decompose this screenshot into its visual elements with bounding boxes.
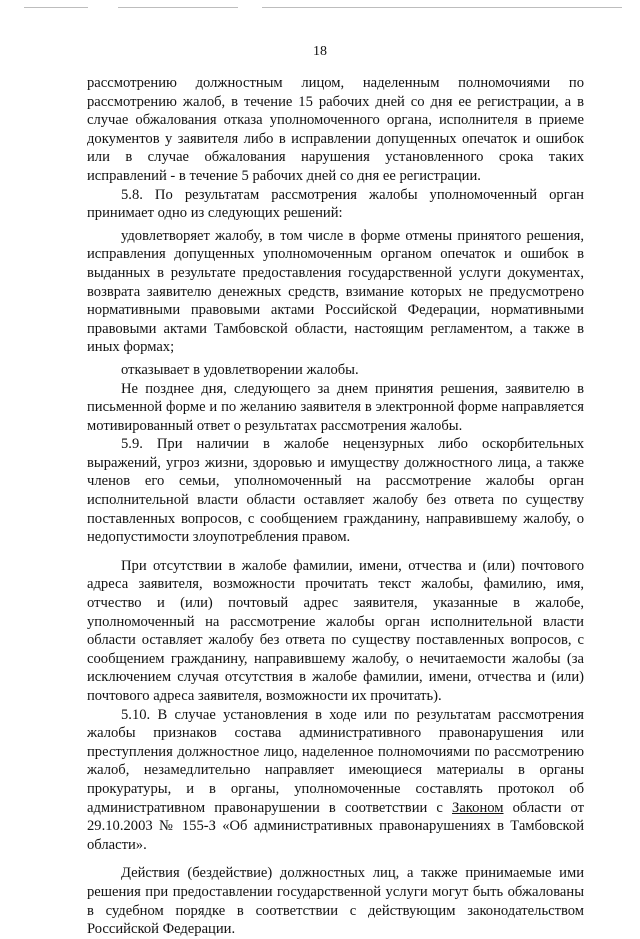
paragraph-5-9: 5.9. При наличии в жалобе нецензурных либо оскорбительных выражений, угроз жизни, здоровью и имуществу должностного лица, а также членов его семьи, уполномоченный на рассмотрение жалобы орган исполнительной власти области оставляет жалобу без ответа по существу поставленных вопросов, с сообщением гражданину, направившему жалобу, о недопустимости злоупотребления правом. [87,436,584,546]
paragraph-continuation: рассмотрению должностным лицом, наделенным полномочиями по рассмотрению жалоб, в течение 15 рабочих дней со дня ее регистрации, а в случае обжалования отказа уполномоченного органа, исполнителя в приеме документов у заявителя либо в исправлении допущенных опечаток и ошибок или в случае обжалования нарушения установленного срока таких исправлений - в течение 5 рабочих дней со дня ее регистрации. [87,75,584,184]
paragraph-response-deadline: Не позднее дня, следующего за днем принятия решения, заявителю в письменной форме и по желанию заявителя в электронной форме направляется мотивированный ответ о результатах рассмотрения жалобы. [87,380,584,434]
paragraph-5-10-text-end: области от 29.10.2003 № 155-З «Об административных правонарушениях в Тамбовской области». [87,799,584,853]
document-body [87,74,584,939]
paragraph-5-10 [87,706,584,855]
page-number: 18 [313,44,327,59]
paragraph-5-10-text-start: 5.10. В случае установления в ходе или по результатам рассмотрения жалобы признаков состава административного правонарушения или преступления должностное лицо, наделенное полномочиями по рассмотрению жалоб, незамедлительно направляет имеющиеся материалы в органы прокуратуры, и в органы, уполномоченные составлять протокол об административном правонарушении в соответствии с [87,706,584,816]
law-link[interactable]: Законом [452,799,504,816]
decision-satisfy: удовлетворяет жалобу, в том числе в форме отмены принятого решения, исправления допущенных уполномоченным органом опечаток и ошибок в выданных в результате предоставления государственной услуги документах, возврата заявителю денежных средств, взимание которых не предусмотрено нормативными правовыми актами Российской Федерации, нормативными правовыми актами Тамбовской области, настоящим регламентом, а также в иных формах; [87,227,584,356]
decision-refuse: отказывает в удовлетворении жалобы. [121,361,359,378]
scan-top-line-right [262,7,622,8]
scan-top-line-left [24,7,88,8]
paragraph-5-8: 5.8. По результатам рассмотрения жалобы уполномоченный орган принимает одно из следующих решений: [87,186,584,222]
scan-top-line-mid [118,7,238,8]
paragraph-court-appeal: Действия (бездействие) должностных лиц, а также принимаемые ими решения при предоставлении государственной услуги могут быть обжалованы в судебном порядке в соответствии с действующим законодательством Российской Федерации. [87,865,584,938]
paragraph-unreadable-complaint: При отсутствии в жалобе фамилии, имени, отчества и (или) почтового адреса заявителя, возможности прочитать текст жалобы, фамилию, имя, отчество и (или) почтовый адрес заявителя, указанные в жалобе, уполномоченный на рассмотрение жалобы орган исполнительной власти области оставляет жалобу без ответа по существу поставленных вопросов, с сообщением гражданину, направившему жалобу, о нечитаемости жалобы (за исключением случая отсутствия в жалобе фамилии, имени, отчества и (или) почтового адреса заявителя, возможности их прочитать). [87,557,584,704]
